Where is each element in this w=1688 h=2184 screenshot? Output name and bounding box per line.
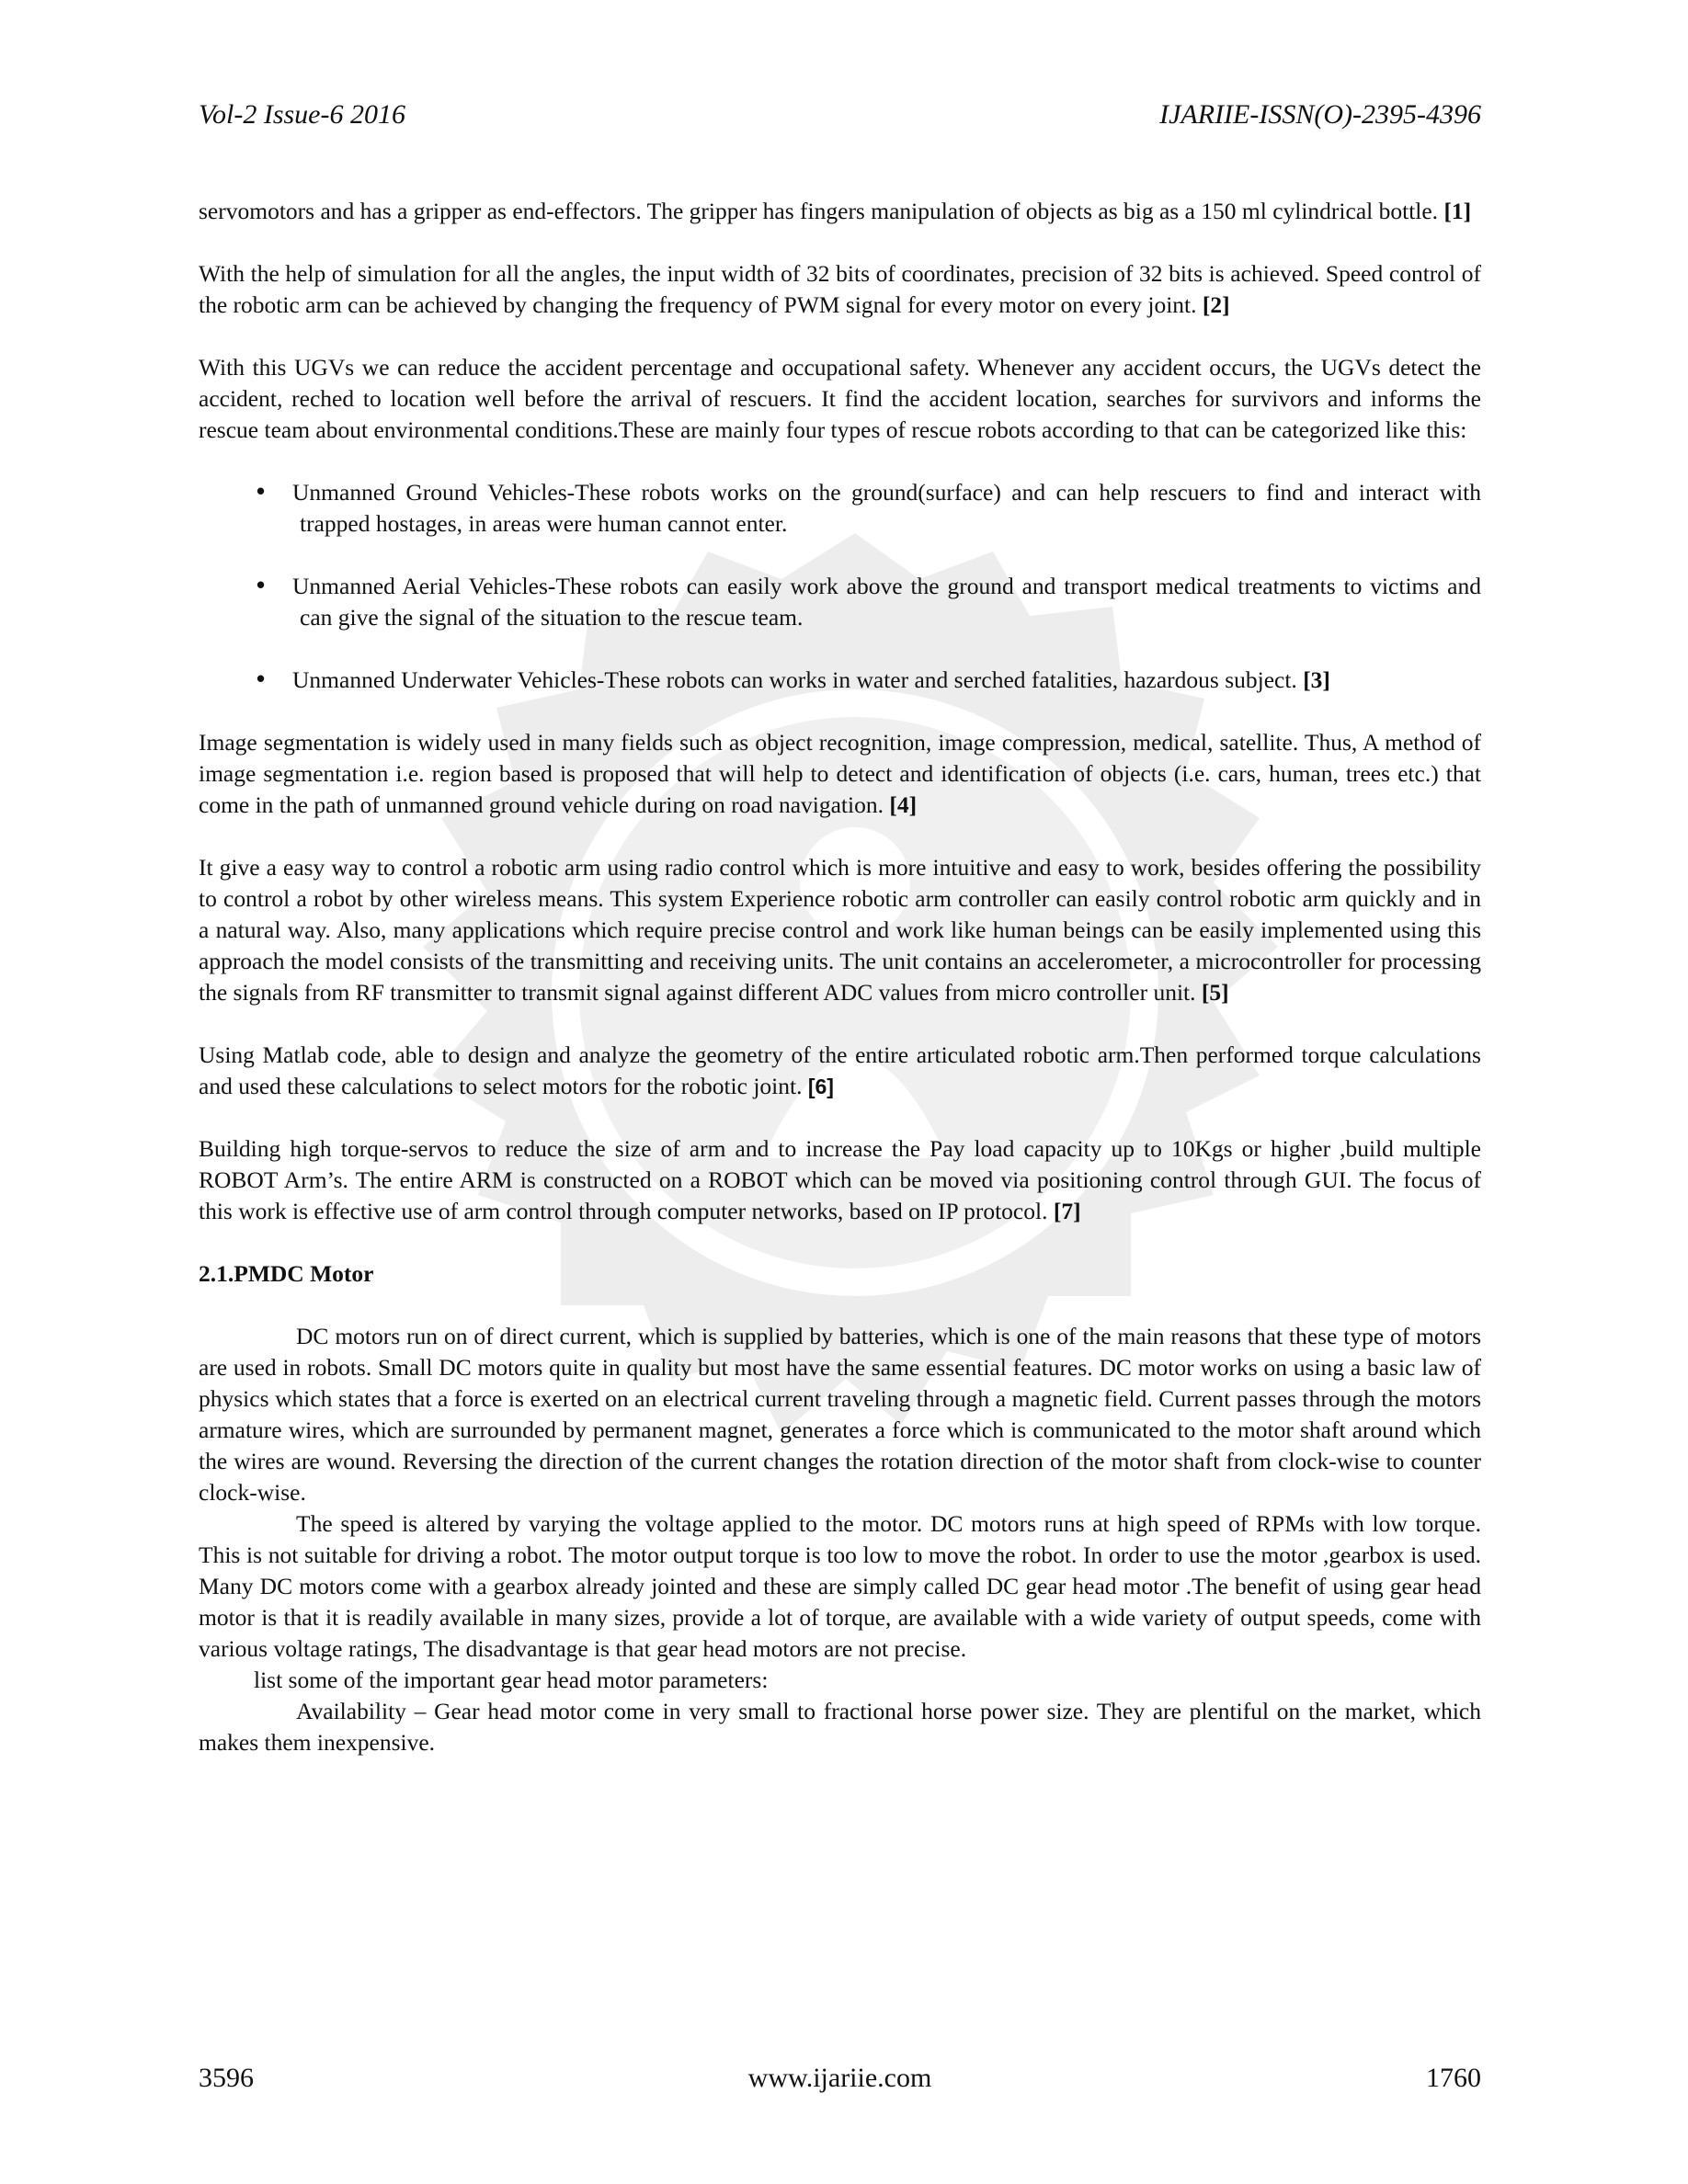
citation: [4] — [889, 791, 918, 818]
citation: [5] — [1201, 979, 1229, 1006]
list-item — [199, 571, 1481, 633]
paragraph: Availability – Gear head motor come in very small to fractional horse power size. They are plentiful on the market, which makes them inexpensive. — [199, 1698, 1481, 1756]
paragraph — [199, 852, 1481, 1008]
list-item — [199, 665, 1481, 696]
paragraph — [199, 352, 1481, 446]
citation: [7] — [1053, 1198, 1081, 1224]
bullet-icon: • — [254, 573, 268, 600]
list-item-text: Unmanned Aerial Vehicles-These robots can easily work above the ground and transport medical treatments to victims and can give the signal of the situation to the rescue team. — [292, 573, 1481, 631]
paragraph — [199, 1040, 1481, 1102]
paragraph — [199, 727, 1481, 821]
page-header — [199, 99, 1481, 136]
page-footer — [199, 2063, 1481, 2099]
paragraph — [199, 258, 1481, 321]
paragraph: DC motors run on of direct current, which is supplied by batteries, which is one of the main reasons that these type of motors are used in robots. Small DC motors quite in quality but most have the same essential features. DC motor works on using a basic law of physics which states that a force is exerted on an electrical current traveling through a magnetic field. Current passes through the motors armature wires, which are surrounded by permanent magnet, generates a force which is communicated to the motor shaft around which the wires are wound. Reversing the direction of the current changes the rotation direction of the motor shaft from clock-wise to counter clock-wise. — [199, 1323, 1481, 1506]
journal-issn: IJARIIE-ISSN(O)-2395-4396 — [1159, 99, 1481, 130]
bullet-icon: • — [254, 666, 268, 694]
journal-volume: Vol-2 Issue-6 2016 — [199, 99, 405, 130]
journal-website: www.ijariie.com — [747, 2063, 932, 2093]
paragraph — [199, 196, 1481, 227]
paragraph-text: With the help of simulation for all the angles, the input width of 32 bits of coordinates, precision of 32 bits is achieved. Speed control of the robotic arm can be achieved by changing the frequency of PWM signal for every motor on every joint. — [199, 260, 1481, 318]
page-number: 1760 — [1426, 2063, 1481, 2093]
paragraph — [199, 1133, 1481, 1227]
list-item — [199, 477, 1481, 540]
paragraph-text: servomotors and has a gripper as end-effectors. The gripper has fingers manipulation of objects as big as a 150 ml cylindrical bottle. — [199, 198, 1439, 224]
robot-types-list — [199, 477, 1481, 696]
paragraph: list some of the important gear head motor parameters: — [254, 1666, 769, 1693]
paragraph-text: Building high torque-servos to reduce the size of arm and to increase the Pay load capacity up to 10Kgs or higher ,build multiple ROBOT Arm’s. The entire ARM is constructed on a ROBOT which can be moved via positioning control through GUI. The focus of this work is effective use of arm control through computer networks, based on IP protocol. — [199, 1135, 1481, 1224]
section-heading: 2.1.PMDC Motor — [199, 1260, 374, 1287]
page-body — [199, 196, 1481, 1758]
citation: [6] — [807, 1075, 834, 1098]
paragraph-text: Image segmentation is widely used in many fields such as object recognition, image compression, medical, satellite. Thus, A method of image segmentation i.e. region based is proposed that will help to detect and identification of objects (i.e. cars, human, trees etc.) that come in the path of unmanned ground vehicle during on road navigation. — [199, 729, 1481, 818]
citation: [2] — [1202, 291, 1230, 318]
paragraph-text: With this UGVs we can reduce the accident percentage and occupational safety. Whenever any accident occurs, the UGVs detect the accident, reched to location well before the arrival of rescuers. It find the accident location, searches for survivors and informs the rescue team about environmental conditions.These are mainly four types of rescue robots according to that can be categorized like this: — [199, 354, 1481, 443]
paragraph-text: It give a easy way to control a robotic arm using radio control which is more intuitive and easy to work, besides offering the possibility to control a robot by other wireless means. This system Experience robotic arm controller can easily control robotic arm quickly and in a natural way. Also, many applications which require precise control and work like human beings can be easily implemented using this approach the model consists of the transmitting and receiving units. The unit contains an accelerometer, a microcontroller for processing the signals from RF transmitter to transmit signal against different ADC values from micro controller unit. — [199, 854, 1481, 1006]
list-item-text: Unmanned Underwater Vehicles-These robots can works in water and serched fatalities, hazardous subject. — [292, 666, 1297, 693]
article-id: 3596 — [199, 2063, 254, 2093]
citation: [3] — [1303, 666, 1330, 693]
citation: [1] — [1443, 198, 1472, 224]
bullet-icon: • — [254, 479, 268, 506]
paragraph-text: Using Matlab code, able to design and analyze the geometry of the entire articulated robotic arm.Then performed torque calculations and used these calculations to select motors for the robotic joint. — [199, 1041, 1481, 1099]
paragraph: The speed is altered by varying the voltage applied to the motor. DC motors runs at high speed of RPMs with low torque. This is not suitable for driving a robot. The motor output torque is too low to move the robot. In order to use the motor ,gearbox is used. Many DC motors come with a gearbox already jointed and these are simply called DC gear head motor .The benefit of using gear head motor is that it is readily available in many sizes, provide a lot of torque, are available with a wide variety of output speeds, come with various voltage ratings, The disadvantage is that gear head motors are not precise. — [199, 1510, 1481, 1662]
list-item-text: Unmanned Ground Vehicles-These robots works on the ground(surface) and can help rescuers to find and interact with trapped hostages, in areas were human cannot enter. — [292, 479, 1481, 537]
